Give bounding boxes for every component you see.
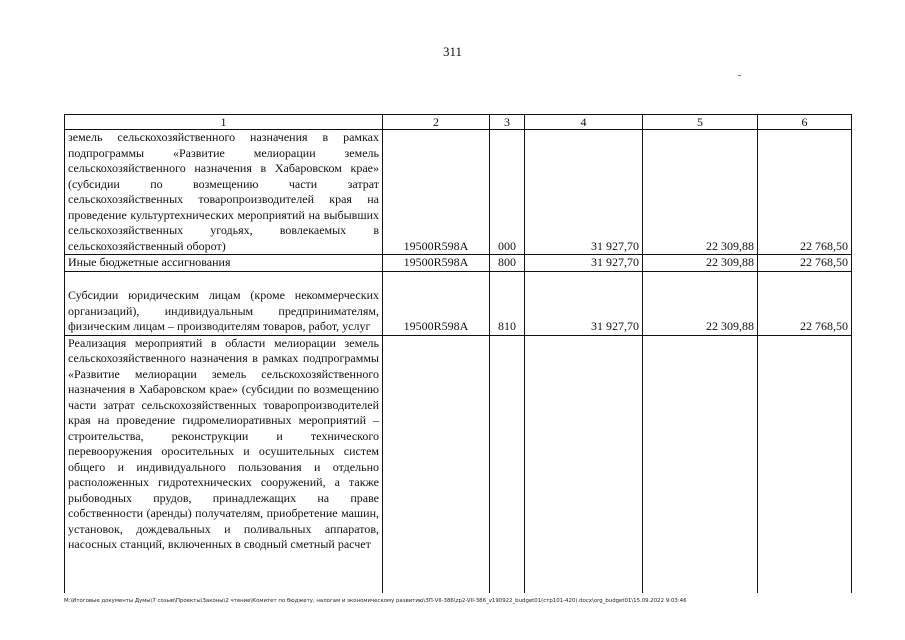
amount-col4: 31 927,70: [525, 271, 643, 335]
table-row: [65, 271, 852, 335]
file-path-footer: M:\Итоговые документы Думы\7 созыв\Проекты\Законы\2 чтение\Комитет по бюджету, налогам и экономическому развитию\ЗП-VII-386\zp2-VII-386_v190922_budget01(стр101-420).docx\org_budget01\15.09.2022 9:03:46: [64, 598, 687, 604]
amount-col4: [525, 335, 643, 593]
header-cell: 4: [525, 115, 643, 130]
row-description: земель сельскохозяйственного назначения в рамках подпрограммы «Развитие мелиорации земель сельскохозяйственного назначения в Хабаровском крае» (субсидии по возмещению части затрат сельскохозяйственных товаропроизводителей края на проведение культуртехнических мероприятий на выбывших сельскохозяйственных угодьях, вовлекаемых в сельскохозяйственный оборот): [65, 130, 383, 255]
table-row: [65, 335, 852, 593]
amount-col6: 22 768,50: [758, 271, 852, 335]
expense-type-code: 000: [490, 130, 525, 255]
target-article-code: 19500R598A: [383, 271, 490, 335]
expense-type-code: 800: [490, 255, 525, 272]
expense-type-code: 810: [490, 271, 525, 335]
table-row: [65, 130, 852, 255]
amount-col6: 22 768,50: [758, 130, 852, 255]
amount-col4: 31 927,70: [525, 130, 643, 255]
target-article-code: [383, 335, 490, 593]
target-article-code: 19500R598A: [383, 130, 490, 255]
amount-col4: 31 927,70: [525, 255, 643, 272]
table-row: [65, 255, 852, 272]
amount-col6: 22 768,50: [758, 255, 852, 272]
row-description: Субсидии юридическим лицам (кроме некоммерческих организаций), индивидуальным предпринимателям, физическим лицам – производителям товаров, работ, услуг: [65, 271, 383, 335]
header-cell: 1: [65, 115, 383, 130]
header-cell: 3: [490, 115, 525, 130]
header-cell: 2: [383, 115, 490, 130]
amount-col5: 22 309,88: [643, 271, 758, 335]
table-header-row: [65, 115, 852, 130]
target-article-code: 19500R598A: [383, 255, 490, 272]
page-number: 311: [442, 44, 463, 59]
header-cell: 6: [758, 115, 852, 130]
row-description: Реализация мероприятий в области мелиорации земель сельскохозяйственного назначения в рамках подпрограммы «Развитие мелиорации земель сельскохозяйственного назначения в Хабаровском крае» (субсидии по возмещению части затрат сельскохозяйственных товаропроизводителей края на проведение гидромелиоративных мероприятий – строительства, реконструкции и технического перевооружения оросительных и осушительных систем общего и индивидуального пользования и отдельно расположенных гидротехнических сооружений, а также рыбоводных прудов, принадлежащих на праве собственности (аренды) получателям, приобретение машин, установок, дождевальных и поливальных аппаратов, насосных станций, включенных в сводный сметный расчет: [65, 335, 383, 593]
row-description: Иные бюджетные ассигнования: [65, 255, 383, 272]
header-cell: 5: [643, 115, 758, 130]
expense-type-code: [490, 335, 525, 593]
amount-col5: 22 309,88: [643, 130, 758, 255]
budget-table: [64, 114, 852, 593]
amount-col5: [643, 335, 758, 593]
amount-col5: 22 309,88: [643, 255, 758, 272]
amount-col6: [758, 335, 852, 593]
scan-speck: [738, 75, 741, 76]
